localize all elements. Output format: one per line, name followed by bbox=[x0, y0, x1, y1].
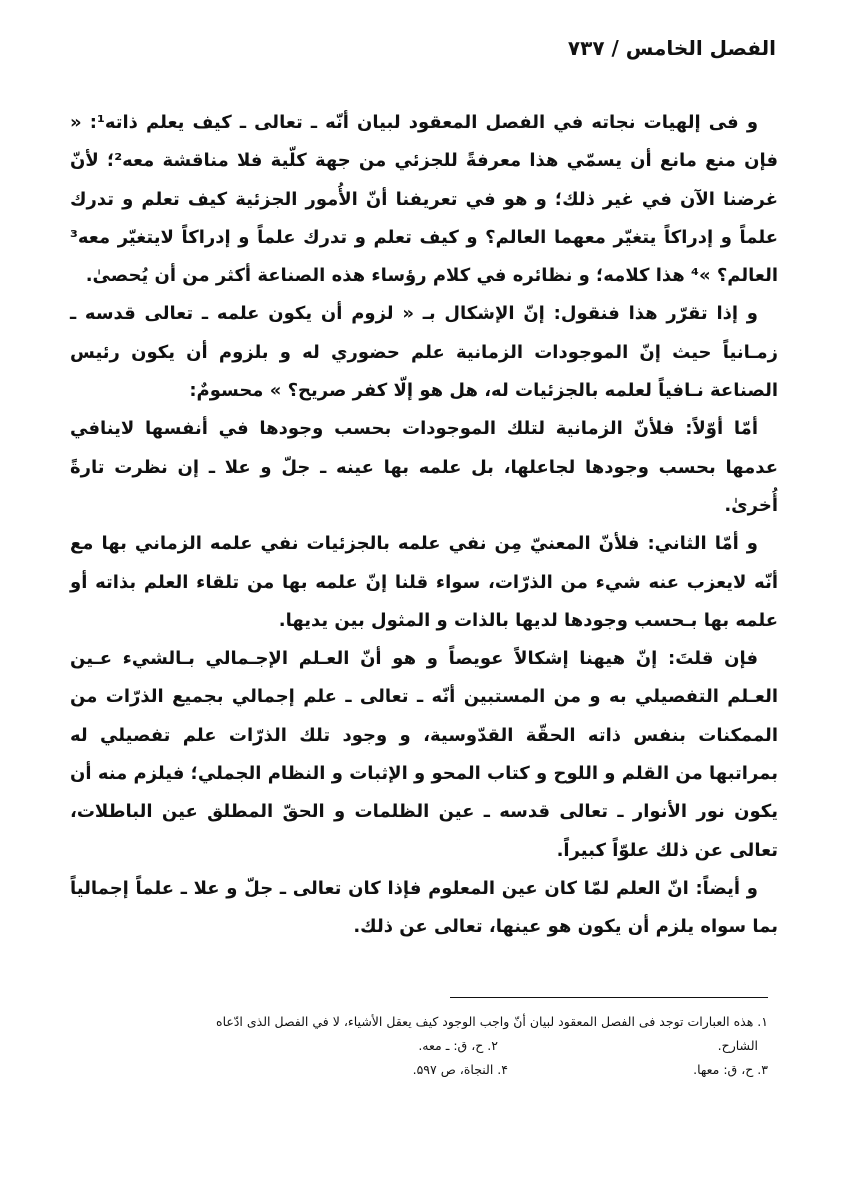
paragraph: و إذا تقرّر هذا فنقول: إنّ الإشكال بـ « لزوم أن يكون علمه ـ تعالى قدسه ـ زمـانياً حيث إنّ الموجودات الزمانية علم حضوري له و بلزوم أن يكون رئيس الصناعة نـافياً لعلمه بالجزئيات له، هل هو إلّا كفر صريح؟ » محسومٌ: bbox=[70, 303, 778, 402]
footnote-divider bbox=[450, 997, 768, 998]
footnote-1: ۱. هذه العبارات توجد فى الفصل المعقود لبيان أنّ واجب الوجود كيف يعقل الأشياء، لا في الفصل الذى ادّعاه bbox=[216, 1014, 768, 1029]
paragraph: و فى إلهيات نجاته في الفصل المعقود لبيان أنّه ـ تعالى ـ كيف يعلم ذاته¹: « فإن منع مانع أن يسمّي هذا معرفةً للجزئي من جهة كلّية فلا مناقشة معه²؛ لأنّ غرضنا الآن في غير ذلك؛ و هو في تعريفنا أنّ الأُمور الجزئية كيف تعلم و تدرك علماً و إدراكاً يتغيّر معهما العالم؟ و كيف تعلم و تدرك علماً و إدراكاً لايتغيّر معه³ العالم؟ »⁴ هذا كلامه؛ و نظائره في كلام رؤساء هذه الصناعة أكثر من أن يُحصىٰ. bbox=[70, 112, 778, 287]
main-text bbox=[70, 104, 778, 947]
running-header: الفصل الخامس / ۷۳۷ bbox=[567, 36, 776, 60]
footnote-row bbox=[68, 1058, 768, 1082]
paragraph: و أيضاً: انّ العلم لمّا كان عين المعلوم فإذا كان تعالى ـ جلّ و علا ـ علماً إجمالياً بما سواه يلزم أن يكون هو عينها، تعالى عن ذلك. bbox=[70, 877, 778, 938]
paragraph: أمّا أوّلاً: فلأنّ الزمانية لتلك الموجودات بحسب وجودها في أنفسها لاينافي عدمها بحسب وجودها لجاعلها، بل علمه بها عينه ـ جلّ و علا ـ إن نظرت تارةً أُخرىٰ. bbox=[70, 418, 778, 516]
footnote-1-continuation: الشارح. bbox=[717, 1038, 758, 1053]
footnotes bbox=[68, 1010, 768, 1082]
footnote-4: ۴. النجاة، ص ۵۹۷. bbox=[412, 1062, 508, 1077]
footnote-3: ۳. ح، ق: معها. bbox=[693, 1062, 768, 1077]
footnote-row bbox=[68, 1034, 768, 1058]
paragraph: و أمّا الثاني: فلأنّ المعنيّ مِن نفي علمه بالجزئيات نفي علمه الزماني بها مع أنّه لايعزب عنه شيء من الذرّات، سواء قلنا إنّ علمه بها من تلقاء العلم بذاته أو علمه بها بـحسب وجودها لديها بالذات و المثول بين يديها. bbox=[70, 533, 778, 631]
paragraph: فإن قلتَ: إنّ هيهنا إشكالاً عويصاً و هو أنّ العـلم الإجـمالي بـالشيء عـين العـلم التفصيلي به و من المستبين أنّه ـ تعالى ـ علم إجمالي بجميع الذرّات من الممكنات بنفس ذاته الحقّة القدّوسية، و وجود تلك الذرّات علم تفصيلي له بمراتبها من القلم و اللوح و كتاب المحو و الإثبات و النظام الجملي؛ فيلزم منه أن يكون نور الأنوار ـ تعالى قدسه ـ عين الظلمات و الحقّ المطلق عين الباطلات، تعالى عن ذلك علوّاً كبيراً. bbox=[70, 648, 778, 861]
footnote-2: ۲. ح، ق: ـ معه. bbox=[418, 1038, 498, 1053]
